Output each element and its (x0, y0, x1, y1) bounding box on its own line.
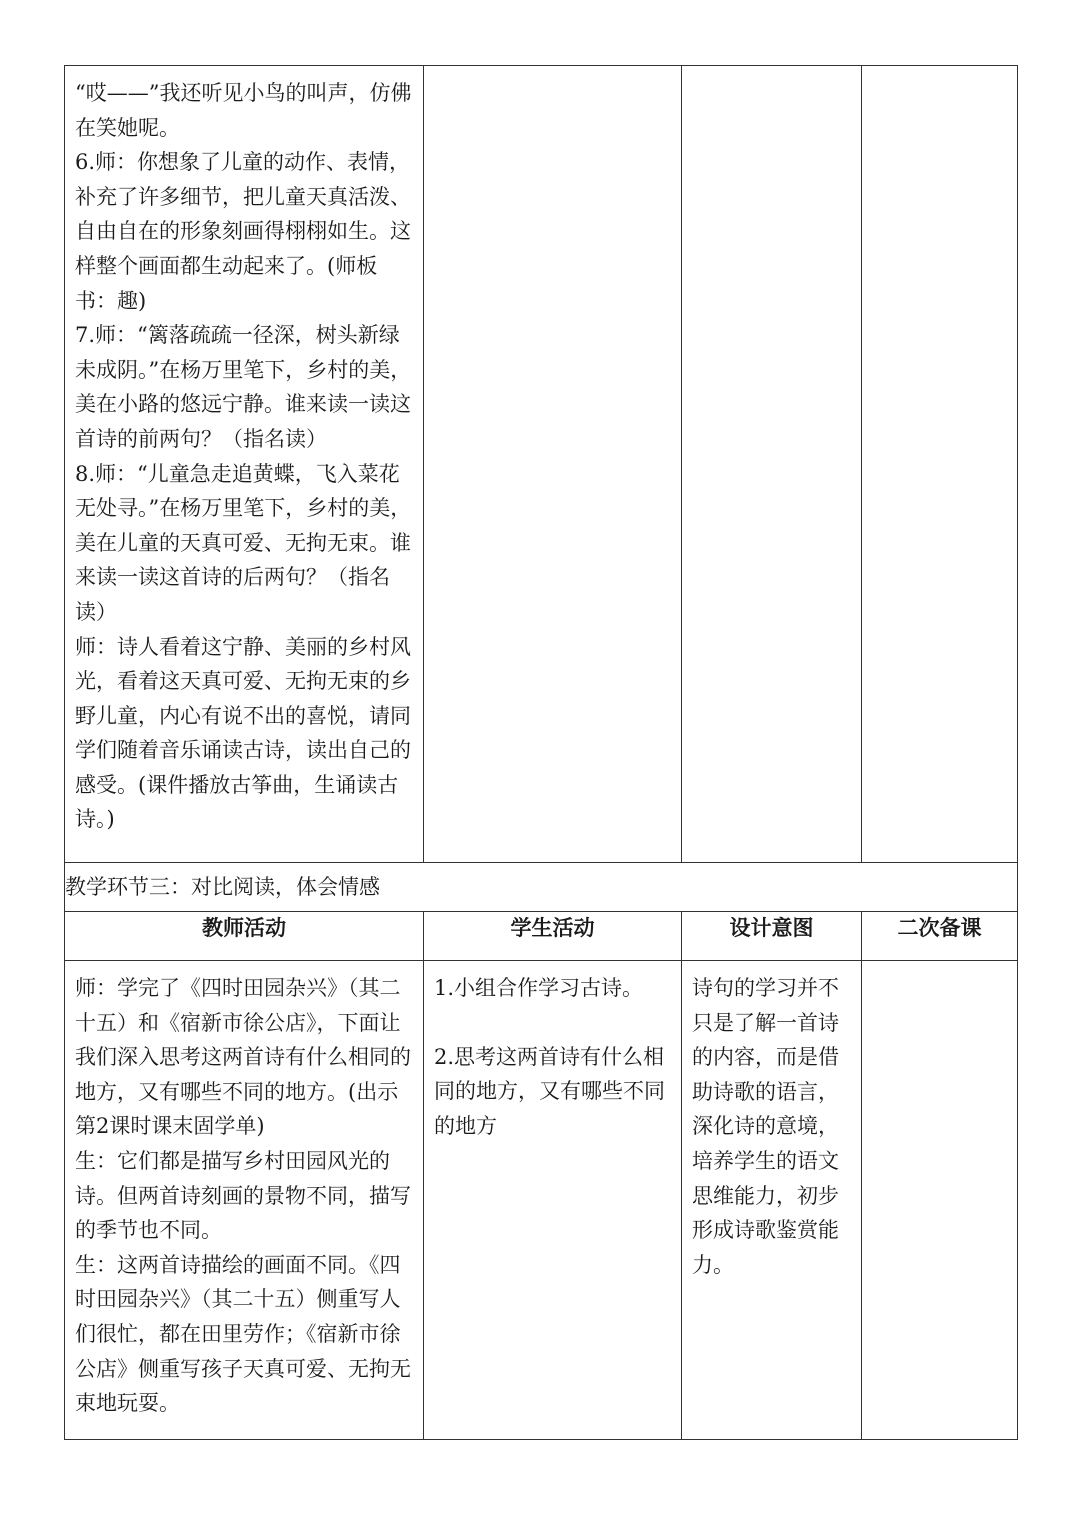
teacher-activity-paragraph: 生：它们都是描写乡村田园风光的诗。但两首诗刻画的景物不同，描写的季节也不同。 (75, 1148, 411, 1243)
design-intent-cell (682, 66, 862, 863)
second-prep-cell (862, 66, 1018, 863)
teacher-activity-paragraph: 师：诗人看着这宁静、美丽的乡村风光，看着这天真可爱、无拘无束的乡野儿童，内心有说不出的喜悦，请同学们随着音乐诵读古诗，读出自己的感受。(课件播放古筝曲，生诵读古诗。) (75, 634, 411, 832)
section-title: 教学环节三：对比阅读，体会情感 (65, 863, 1018, 912)
second-prep-cell (862, 961, 1018, 1440)
header-design-intent: 设计意图 (682, 912, 862, 961)
header-student-activity: 学生活动 (424, 912, 682, 961)
teacher-activity-paragraph: “哎——”我还听见小鸟的叫声，仿佛在笑她呢。 (75, 81, 412, 140)
teacher-activity-paragraph: 6.师：你想象了儿童的动作、表情，补充了许多细节，把儿童天真活泼、自由自在的形象刻画得栩栩如生。这样整个画面都生动起来了。(师板书：趣) (75, 150, 411, 313)
student-activity-cell (424, 66, 682, 863)
lesson-plan-table (64, 65, 1018, 1440)
teacher-activity-paragraph: 7.师：“篱落疏疏一径深，树头新绿未成阴。”在杨万里笔下，乡村的美，美在小路的悠远宁静。谁来读一读这首诗的前两句？（指名读） (75, 323, 412, 451)
teacher-activity-cell (65, 961, 424, 1440)
table-row (65, 961, 1018, 1440)
teacher-activity-paragraph: 生：这两首诗描绘的画面不同。《四时田园杂兴》（其二十五）侧重写人们很忙，都在田里劳作；《宿新市徐公店》侧重写孩子天真可爱、无拘无束地玩耍。 (75, 1252, 411, 1416)
design-intent-cell (682, 961, 862, 1440)
header-row (65, 912, 1018, 961)
section-row (65, 863, 1018, 912)
table-row (65, 66, 1018, 863)
student-activity-cell (424, 961, 682, 1440)
teacher-activity-cell (65, 66, 424, 863)
teacher-activity-paragraph: 8.师：“儿童急走追黄蝶，飞入菜花无处寻。”在杨万里笔下，乡村的美，美在儿童的天真可爱、无拘无束。谁来读一读这首诗的后两句？（指名读） (75, 461, 412, 624)
header-second-prep: 二次备课 (862, 912, 1018, 961)
design-intent-text: 诗句的学习并不只是了解一首诗的内容，而是借助诗歌的语言，深化诗的意境，培养学生的语文思维能力，初步形成诗歌鉴赏能力。 (692, 976, 839, 1277)
header-teacher-activity: 教师活动 (65, 912, 424, 961)
student-activity-paragraph: 1.小组合作学习古诗。 (434, 976, 644, 1000)
teacher-activity-paragraph: 师：学完了《四时田园杂兴》（其二十五）和《宿新市徐公店》，下面让我们深入思考这两首诗有什么相同的地方，又有哪些不同的地方。(出示第2课时课末固学单) (75, 976, 411, 1139)
student-activity-paragraph: 2.思考这两首诗有什么相同的地方，又有哪些不同的地方 (434, 1044, 665, 1138)
